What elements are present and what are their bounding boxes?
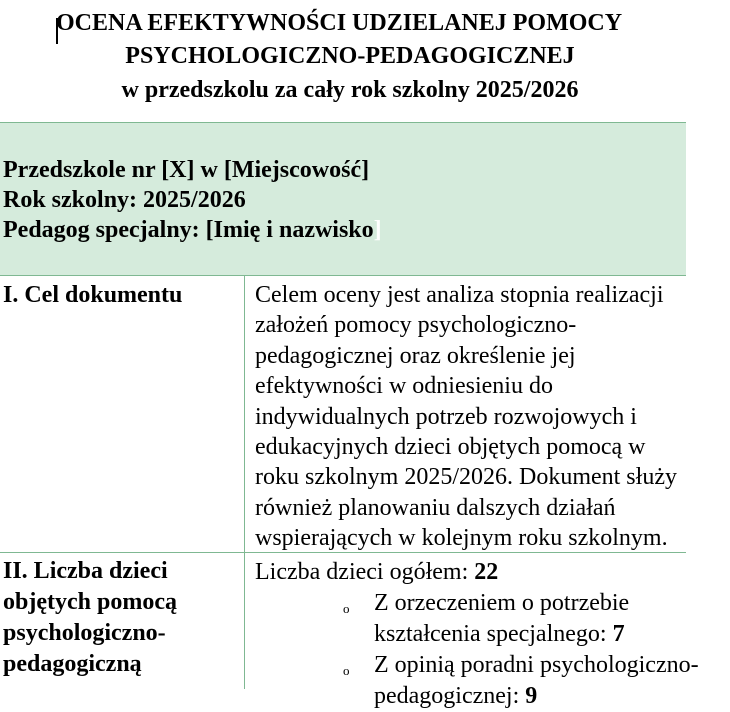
section-1-line: Celem oceny jest analiza stopnia realizacji: [255, 282, 664, 308]
special-pedagogue-text: Pedagog specjalny: [Imię i nazwisko: [3, 217, 374, 243]
section-1-line: indywidualnych potrzeb rozwojowych i: [255, 403, 637, 430]
bullet-value: 7: [612, 621, 625, 647]
total-children-value: 22: [474, 559, 499, 585]
section-2-heading-line: II. Liczba dzieci: [3, 558, 168, 584]
section-1-line: roku szkolnym 2025/2026. Dokument służy: [255, 464, 677, 491]
header-info-box: [0, 122, 686, 276]
section-1-line: pedagogicznej oraz określenie jej: [255, 342, 576, 369]
column-divider: [244, 275, 245, 689]
special-pedagogue-bracket: ]: [373, 217, 382, 243]
title-line-3: w przedszkolu za cały rok szkolny 2025/2026: [121, 77, 579, 103]
bullet-line: Z opinią poradni psychologiczno-: [374, 652, 699, 678]
section-1-heading: I. Cel dokumentu: [3, 282, 183, 308]
section-1-line: edukacyjnych dzieci objętych pomocą w: [255, 433, 646, 460]
total-children-label: Liczba dzieci ogółem:: [255, 559, 475, 585]
section-2-heading-line: objętych pomocą: [3, 589, 177, 615]
evaluation-table: [0, 275, 699, 709]
total-children: [255, 557, 498, 587]
section-2-heading-line: pedagogiczną: [3, 651, 142, 677]
bullet-line-text: pedagogicznej:: [374, 683, 526, 709]
section-1-line: efektywności w odniesieniu do: [255, 373, 553, 400]
bullet-marker: o: [343, 663, 350, 678]
section-2-heading: [3, 556, 239, 680]
special-pedagogue: [3, 215, 382, 245]
section-2-heading-line: psychologiczno-: [3, 620, 166, 646]
kindergarten-name: Przedszkole nr [X] w [Miejscowość]: [3, 157, 370, 183]
title-line-1: OCENA EFEKTYWNOŚCI UDZIELANEJ POMOCY: [56, 10, 623, 36]
section-1-line: wspierających w kolejnym roku szkolnym.: [255, 525, 668, 552]
bullet-line: [374, 619, 704, 650]
title-line-2: PSYCHOLOGICZNO-PEDAGOGICZNEJ: [125, 43, 575, 69]
section-1-line: również planowaniu dalszych działań: [255, 494, 616, 521]
section-1-line: założeń pomocy psychologiczno-: [255, 312, 577, 339]
bullet-line-text: kształcenia specjalnego:: [374, 621, 613, 647]
bullet-marker: o: [343, 601, 350, 616]
bullet-line: [374, 681, 704, 712]
bullet-with-opinion: [374, 650, 704, 712]
school-year: Rok szkolny: 2025/2026: [3, 187, 246, 213]
section-1-text: [255, 280, 695, 554]
bullet-value: 9: [525, 683, 538, 709]
bullet-line: Z orzeczeniem o potrzebie: [374, 590, 630, 616]
bullet-with-certificate: [374, 588, 704, 650]
